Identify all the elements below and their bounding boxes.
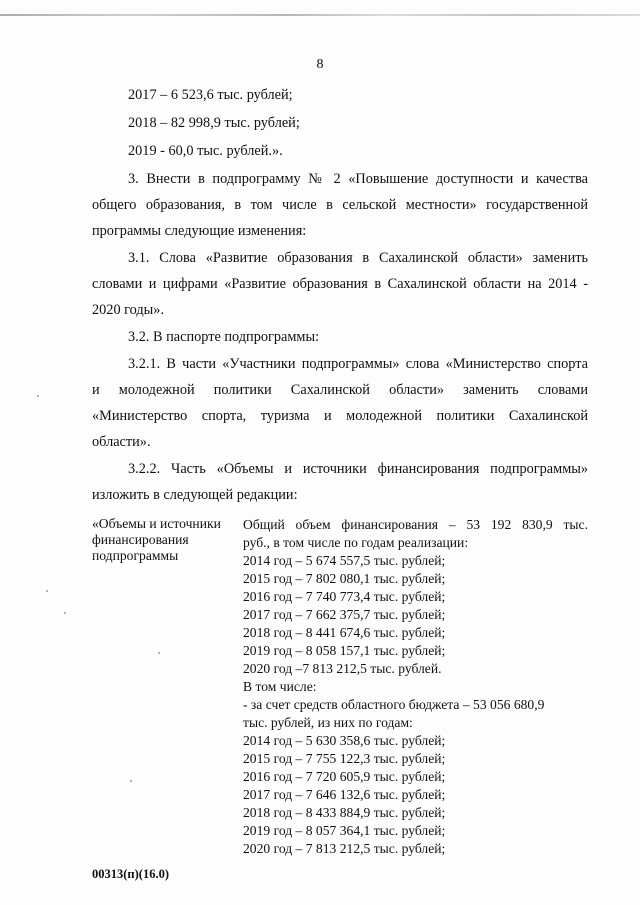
scan-speck [130,780,132,782]
page-number: 8 [316,57,324,72]
funding-line: 2015 год – 7 802 080,1 тыс. рублей; [243,571,446,586]
table-left-line: подпрограммы [92,548,179,563]
funding-line: 2017 год – 7 646 132,6 тыс. рублей; [243,787,446,802]
table-left-line: финансирования [92,532,189,547]
funding-line: тыс. рублей, из них по годам: [243,715,413,730]
funding-line: 2017 год – 7 662 375,7 тыс. рублей; [243,607,446,622]
funding-line: В том числе: [243,679,317,694]
paragraph-3-1-line-1: 3.1. Слова «Развитие образования в Сахалинской области» заменить [128,250,588,266]
table-left-cell [92,516,242,564]
line-2018: 2018 – 82 998,9 тыс. рублей; [128,115,300,131]
funding-line: 2018 год – 8 433 884,9 тыс. рублей; [243,805,446,820]
paragraph-3-2-1-line-3: «Министерство спорта, туризма и молодежной политики Сахалинской [92,408,588,424]
funding-line: 2020 год – 7 813 212,5 тыс. рублей; [243,841,446,856]
paragraph-3-line-1: 3. Внести в подпрограмму № 2 «Повышение доступности и качества [128,171,588,187]
paragraph-3-2: 3.2. В паспорте подпрограммы: [128,329,320,345]
funding-line: 2019 год – 8 057 364,1 тыс. рублей; [243,823,446,838]
scan-speck [46,590,48,592]
paragraph-3-2-1-line-1: 3.2.1. В части «Участники подпрограммы» слова «Министерство спорта [128,356,588,372]
funding-line: 2016 год – 7 720 605,9 тыс. рублей; [243,769,446,784]
paragraph-3-2-2-line-1: 3.2.2. Часть «Объемы и источники финансирования подпрограммы» [128,461,588,477]
funding-line: руб., в том числе по годам реализации: [243,535,469,550]
funding-line: 2019 год – 8 058 157,1 тыс. рублей; [243,643,446,658]
funding-line: - за счет средств областного бюджета – 53 056 680,9 [243,697,545,712]
paragraph-3-2-2-line-2: изложить в следующей редакции: [92,487,298,503]
paragraph-3-line-3: программы следующие изменения: [92,223,307,239]
funding-line: 2018 год – 8 441 674,6 тыс. рублей; [243,625,446,640]
line-2017: 2017 – 6 523,6 тыс. рублей; [128,87,293,103]
paragraph-3-1-line-3: 2020 годы». [92,302,165,318]
scan-speck [64,612,66,614]
funding-line: 2016 год – 7 740 773,4 тыс. рублей; [243,589,446,604]
paragraph-3-1-line-2: словами и цифрами «Развитие образования в Сахалинской области на 2014 - [92,276,588,292]
table-left-line: «Объемы и источники [92,516,221,531]
line-2019: 2019 - 60,0 тыс. рублей.». [128,143,283,159]
scan-artifact-line [0,14,640,16]
paragraph-3-2-1-line-2: и молодежной политики Сахалинской области» заменить словами [92,382,588,398]
funding-line: 2014 год – 5 630 358,6 тыс. рублей; [243,733,446,748]
table-right-cell [243,516,588,858]
paragraph-3-2-1-line-4: области». [92,434,151,450]
paragraph-3-line-2: общего образования, в том числе в сельской местности» государственной [92,197,588,213]
funding-line: 2015 год – 7 755 122,3 тыс. рублей; [243,751,446,766]
document-code: 00313(п)(16.0) [92,867,169,881]
funding-line: 2020 год –7 813 212,5 тыс. рублей. [243,661,442,676]
funding-line: 2014 год – 5 674 557,5 тыс. рублей; [243,553,446,568]
funding-total-line: Общий объем финансирования – 53 192 830,9 тыс. [243,517,588,532]
scan-speck [158,652,160,654]
scan-speck [37,395,39,397]
